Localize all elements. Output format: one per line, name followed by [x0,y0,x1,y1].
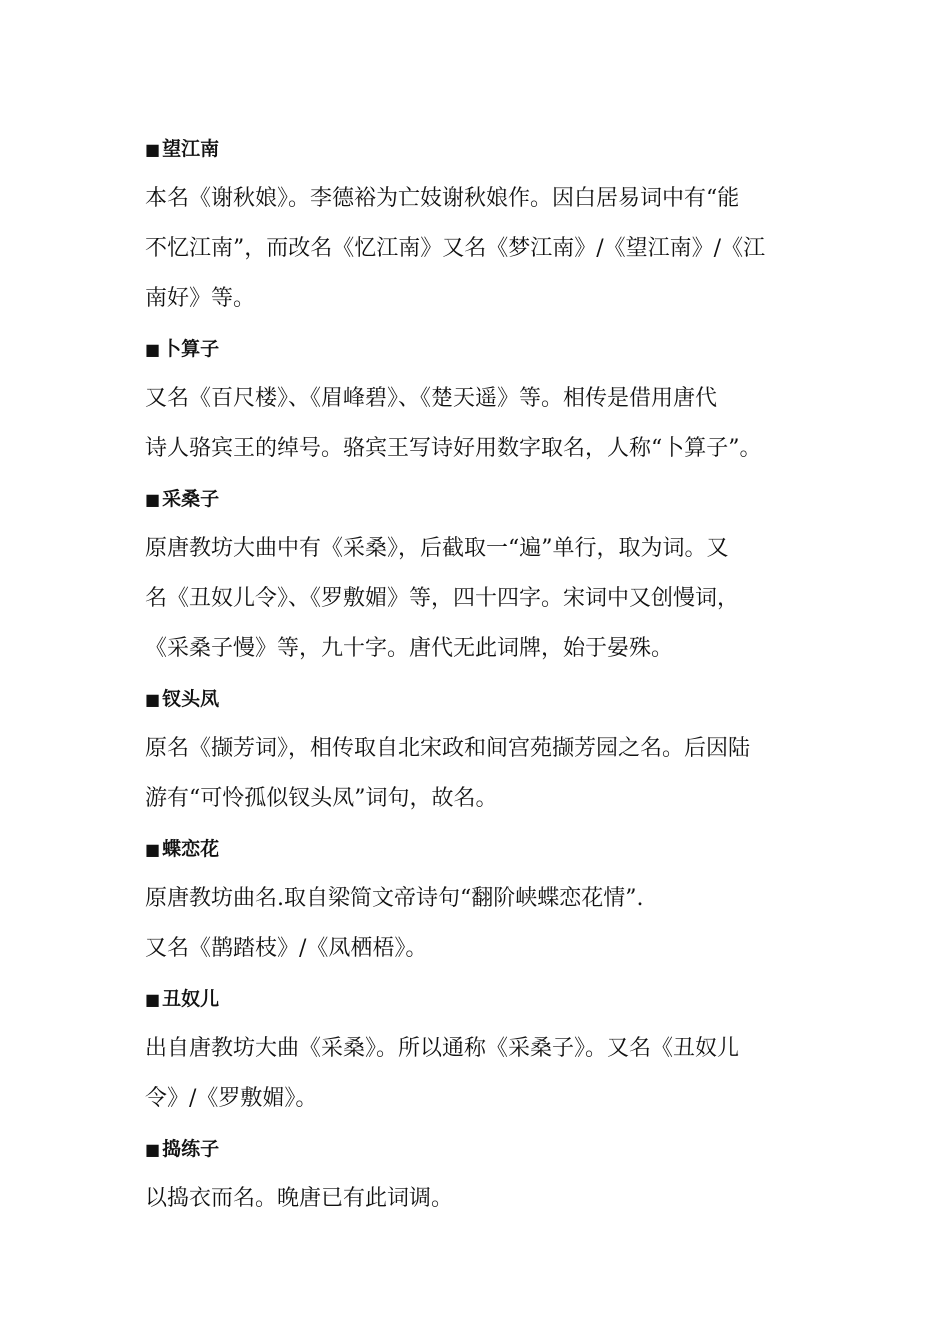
section-heading [145,124,810,174]
body-line: 游有“可怜孤似钗头凤”词句，故名。 [145,786,498,811]
section-chaitoufeng [145,674,810,824]
body-line: 令》/《罗敷媚》。 [145,1086,318,1111]
square-bullet-icon: ■ [145,340,161,359]
section-heading-text: 采桑子 [162,488,220,510]
body-line: 出自唐教坊大曲《采桑》。所以通称《采桑子》。又名《丑奴儿 [145,1036,740,1061]
square-bullet-icon: ■ [145,1140,161,1159]
body-line: 名《丑奴儿令》、《罗敷媚》等，四十四字。宋词中又创慢词， [145,586,740,611]
section-heading-text: 丑奴儿 [162,988,220,1010]
square-bullet-icon: ■ [145,140,161,159]
section-heading-text: 钗头凤 [162,688,220,710]
section-body [145,524,810,674]
section-chounuer [145,974,810,1124]
section-body [145,174,810,324]
section-heading-text: 望江南 [162,138,220,160]
body-line: 又名《百尺楼》、《眉峰碧》、《楚天遥》等。相传是借用唐代 [145,386,718,411]
section-body [145,1024,810,1124]
section-heading [145,474,810,524]
section-caisangzi [145,474,810,674]
body-line: 诗人骆宾王的绰号。骆宾王写诗好用数字取名，人称“卜算子”。 [145,436,762,461]
square-bullet-icon: ■ [145,490,161,509]
section-body [145,724,810,824]
body-line: 不忆江南”，而改名《忆江南》又名《梦江南》/《望江南》/《江 [145,236,766,261]
section-heading-text: 蝶恋花 [162,838,220,860]
section-heading [145,1124,810,1174]
body-line: 原唐教坊大曲中有《采桑》，后截取一“遍”单行，取为词。又 [145,536,729,561]
section-heading [145,674,810,724]
section-busuanzi [145,324,810,474]
section-heading-text: 捣练子 [162,1138,220,1160]
section-body [145,874,810,974]
body-line: 原名《撷芳词》，相传取自北宋政和间宫苑撷芳园之名。后因陆 [145,736,751,761]
body-line: 原唐教坊曲名.取自梁简文帝诗句“翻阶峡蝶恋花情”. [145,886,644,911]
section-daolianzi [145,1124,810,1224]
section-heading [145,974,810,1024]
section-dielianhua [145,824,810,974]
square-bullet-icon: ■ [145,690,161,709]
square-bullet-icon: ■ [145,840,161,859]
body-line: 以捣衣而名。晚唐已有此词调。 [145,1186,454,1211]
body-line: 南好》等。 [145,286,256,311]
section-heading [145,324,810,374]
section-wangjiangnan [145,124,810,324]
section-heading [145,824,810,874]
body-line: 又名《鹊踏枝》/《凤栖梧》。 [145,936,428,961]
body-line: 本名《谢秋娘》。李德裕为亡妓谢秋娘作。因白居易词中有“能 [145,186,740,211]
body-line: 《采桑子慢》等，九十字。唐代无此词牌，始于晏殊。 [145,636,674,661]
section-body [145,1174,810,1224]
section-body [145,374,810,474]
square-bullet-icon: ■ [145,990,161,1009]
document-page [145,124,810,1224]
section-heading-text: 卜算子 [162,338,220,360]
